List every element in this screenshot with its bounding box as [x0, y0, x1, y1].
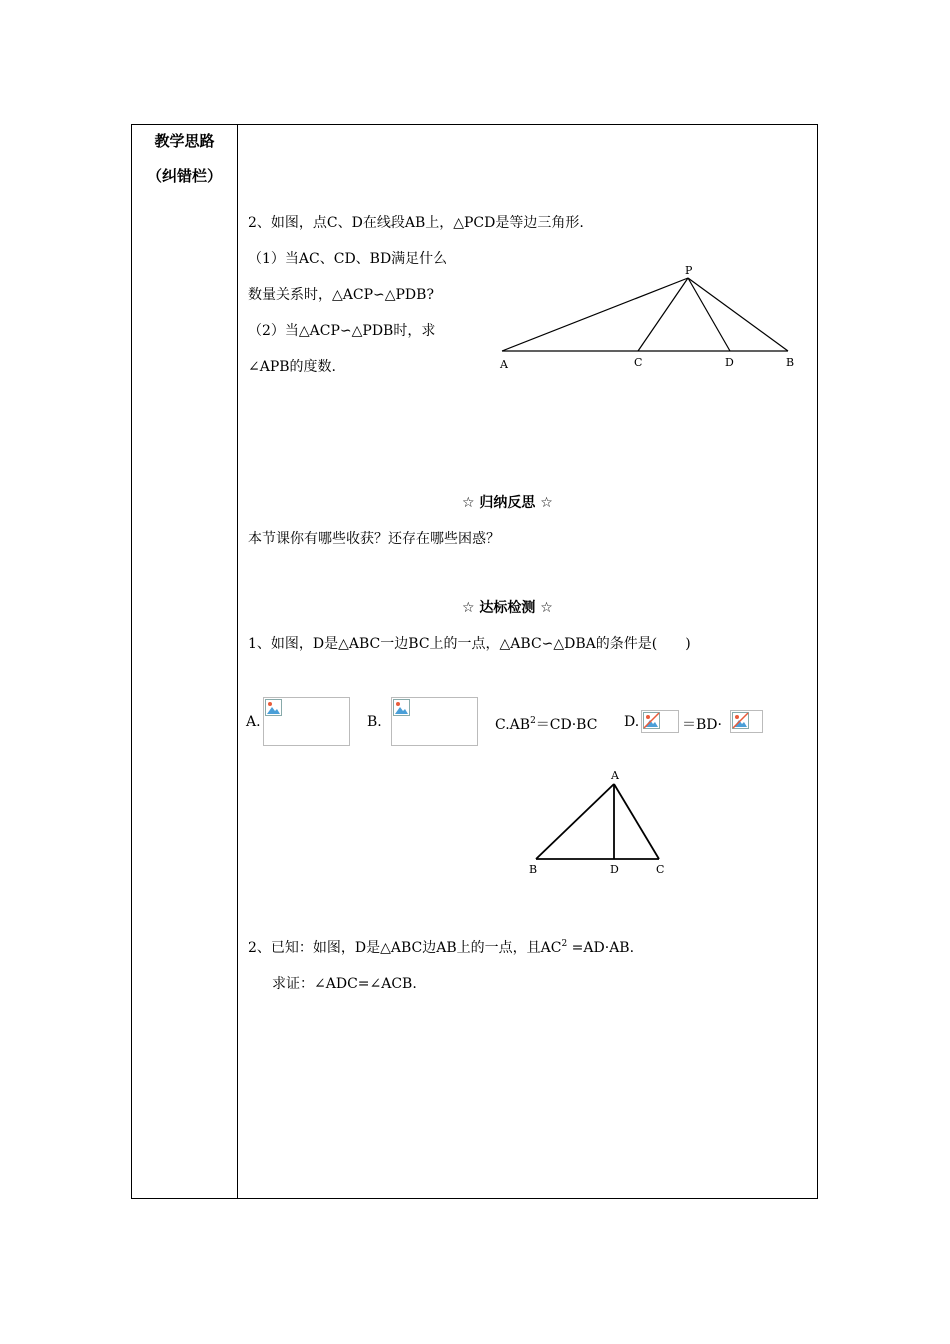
label-d: D	[725, 356, 734, 369]
problem2-intro: 2、如图，点C、D在线段AB上，△PCD是等边三角形.	[248, 215, 584, 231]
option-a-label: A.	[246, 714, 261, 730]
option-c-prefix: C.AB	[495, 717, 531, 733]
test-q1: 1、如图，D是△ABC一边BC上的一点，△ABC∽△DBA的条件是( )	[248, 636, 691, 652]
option-a-image	[263, 697, 350, 746]
column-divider	[237, 124, 238, 1199]
label-a: A	[500, 358, 508, 371]
label-a: A	[611, 769, 619, 782]
reflection-heading: ☆ 归纳反思 ☆	[462, 495, 553, 511]
label-b: B	[529, 863, 538, 876]
option-d-label: D.	[624, 714, 640, 730]
option-d-image-1	[641, 710, 679, 733]
test-q2-line1	[248, 937, 634, 957]
broken-image-icon	[393, 699, 410, 716]
problem2-q2-line1: （2）当△ACP∽△PDB时，求	[248, 323, 436, 339]
broken-image-icon	[732, 712, 749, 729]
sidebar-title: 教学思路	[154, 132, 215, 150]
test-q2-sup: 2	[561, 939, 568, 949]
option-c-suffix: ＝CD·BC	[535, 717, 598, 733]
problem2-q1-line1: （1）当AC、CD、BD满足什么	[248, 251, 448, 267]
test-heading: ☆ 达标检测 ☆	[462, 600, 553, 616]
label-b: B	[786, 356, 795, 369]
test-q2-prefix: 2、已知：如图，D是△ABC边AB上的一点，且AC	[248, 940, 562, 956]
label-d: D	[610, 863, 619, 876]
option-c	[495, 714, 597, 734]
problem2-q1-line2: 数量关系时，△ACP∽△PDB?	[248, 287, 434, 303]
broken-image-icon	[643, 712, 660, 729]
label-c: C	[656, 863, 665, 876]
triangle-pcd-figure	[490, 262, 810, 377]
broken-image-icon	[265, 699, 282, 716]
option-d-image-2	[730, 710, 763, 733]
problem2-q2-line2: ∠APB的度数.	[248, 359, 336, 375]
option-b-label: B.	[367, 714, 382, 730]
label-c: C	[634, 356, 643, 369]
option-b-image	[391, 697, 478, 746]
triangle-abc-figure	[520, 764, 680, 882]
option-d-mid: ＝BD·	[682, 717, 722, 733]
test-q2-suffix: =AD·AB.	[567, 940, 635, 956]
label-p: P	[685, 264, 693, 277]
test-q2-line2: 求证：∠ADC=∠ACB.	[272, 976, 417, 992]
sidebar-subtitle: （纠错栏）	[146, 167, 222, 185]
reflection-question: 本节课你有哪些收获？还存在哪些困惑？	[248, 531, 500, 547]
option-c-sup: 2	[530, 716, 536, 726]
